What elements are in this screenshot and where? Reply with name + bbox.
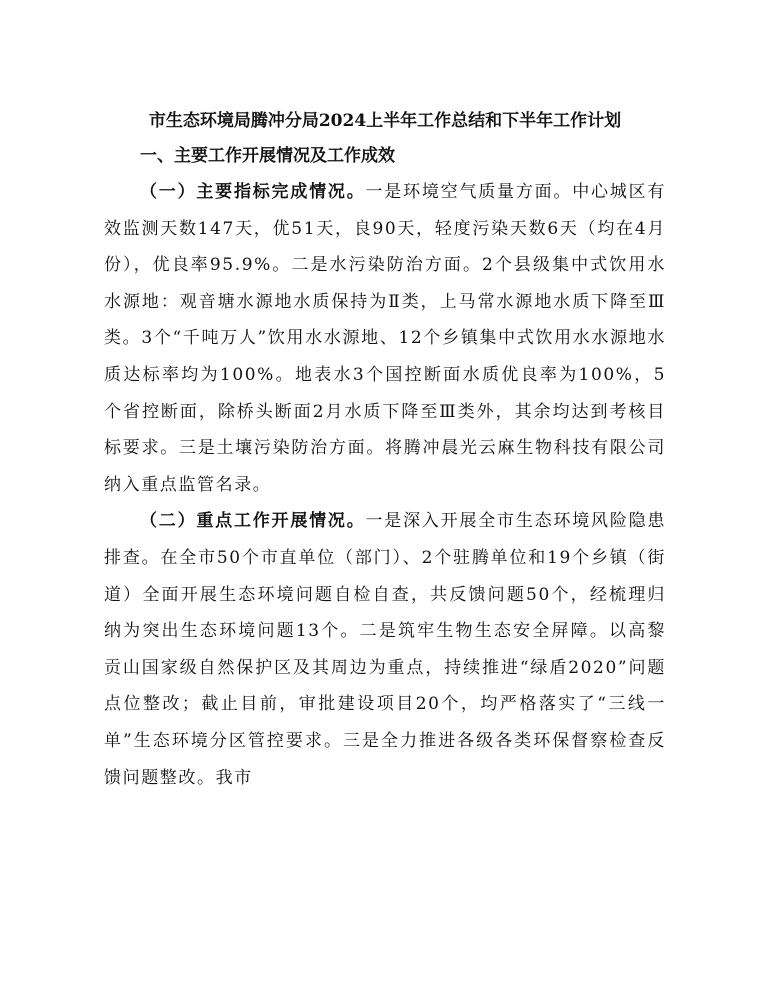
paragraph-text: 一是环境空气质量方面。中心城区有效监测天数147天，优51天，良90天，轻度污染天数6天（均在4月份），优良率95.9%。二是水污染防治方面。2个县级集中式饮用水水源地：观音塘水源地水质保持为Ⅱ类，上马常水源地水质下降至Ⅲ类。3个“千吨万人”饮用水水源地、12个乡镇集中式饮用水水源地水质达标率均为100%。地表水3个国控断面水质优良率为100%，5个省控断面，除桥头断面2月水质下降至Ⅲ类外，其余均达到考核目标要求。三是土壤污染防治方面。将腾冲晨光云麻生物科技有限公司纳入重点监管名录。 [104,182,666,495]
document-title: 市生态环境局腾冲分局2024上半年工作总结和下半年工作计划 [148,111,622,131]
paragraph-lead: （一）主要指标完成情况。 [140,182,366,202]
paragraph-key-work [104,503,666,796]
document-body [104,104,666,796]
paragraph-main-indicators [104,174,666,503]
section-heading: 一、主要工作开展情况及工作成效 [140,146,395,166]
paragraph-text: 一是深入开展全市生态环境风险隐患排查。在全市50个市直单位（部门）、2个驻腾单位和19个乡镇（街道）全面开展生态环境问题自检自查，共反馈问题50个，经梳理归纳为突出生态环境问题13个。二是筑牢生物生态安全屏障。以高黎贡山国家级自然保护区及其周边为重点，持续推进“绿盾2020”问题点位整改；截止目前，审批建设项目20个，均严格落实了“三线一单”生态环境分区管控要求。三是全力推进各级各类环保督察检查反馈问题整改。我市 [104,511,666,788]
paragraph-lead: （二）重点工作开展情况。 [140,511,366,532]
